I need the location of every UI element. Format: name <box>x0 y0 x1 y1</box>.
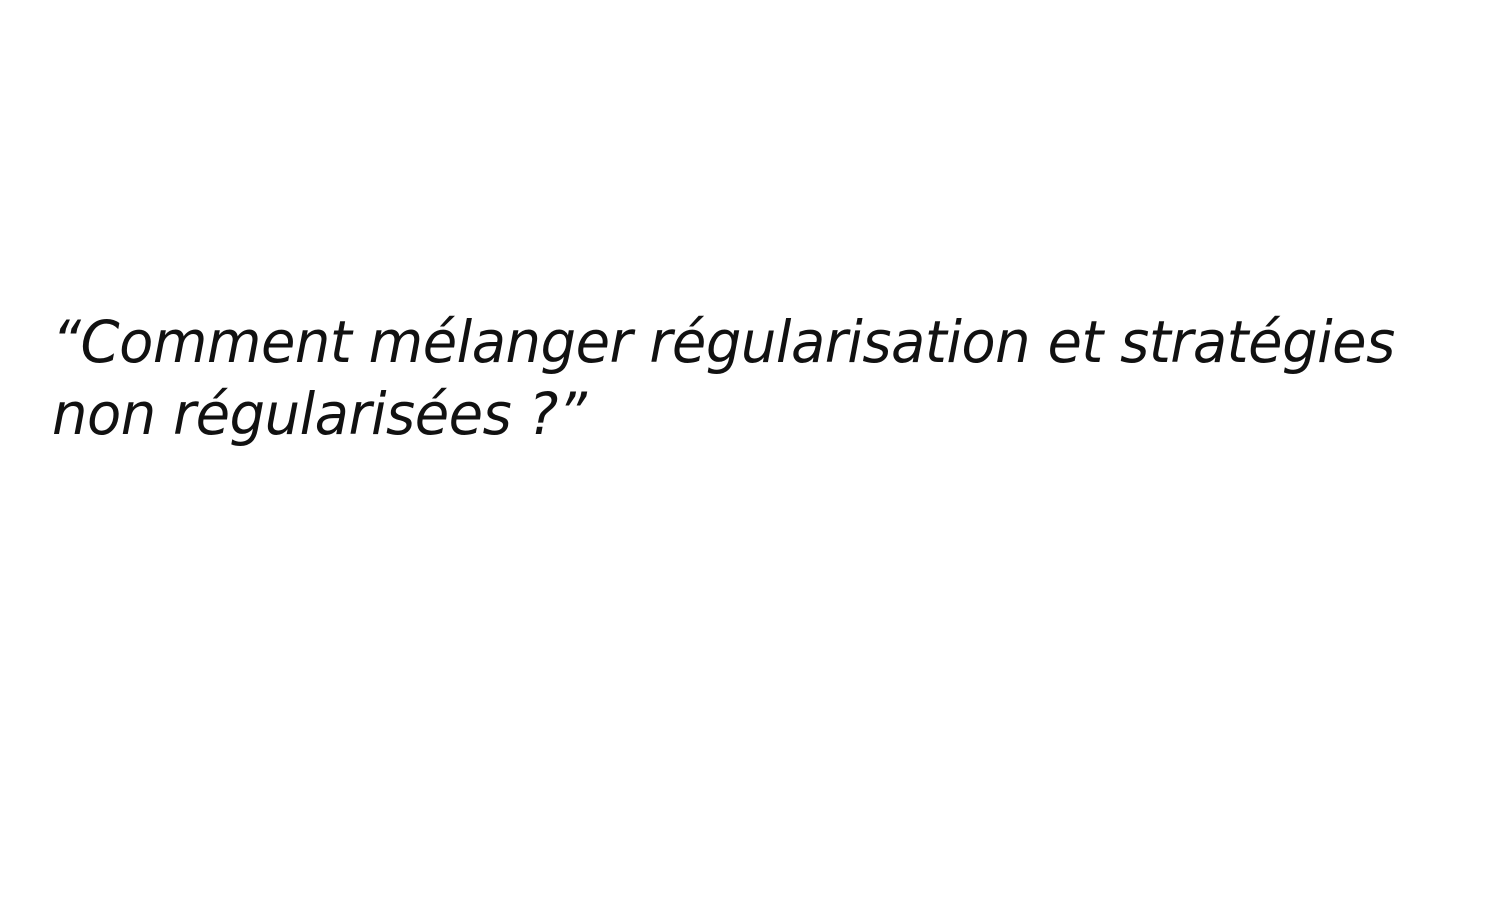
quote-line-2: non régularisées ?” <box>52 380 587 448</box>
quote-line-1: “Comment mélanger régularisation et stratégies <box>52 308 1395 376</box>
quote-text <box>52 306 1422 450</box>
